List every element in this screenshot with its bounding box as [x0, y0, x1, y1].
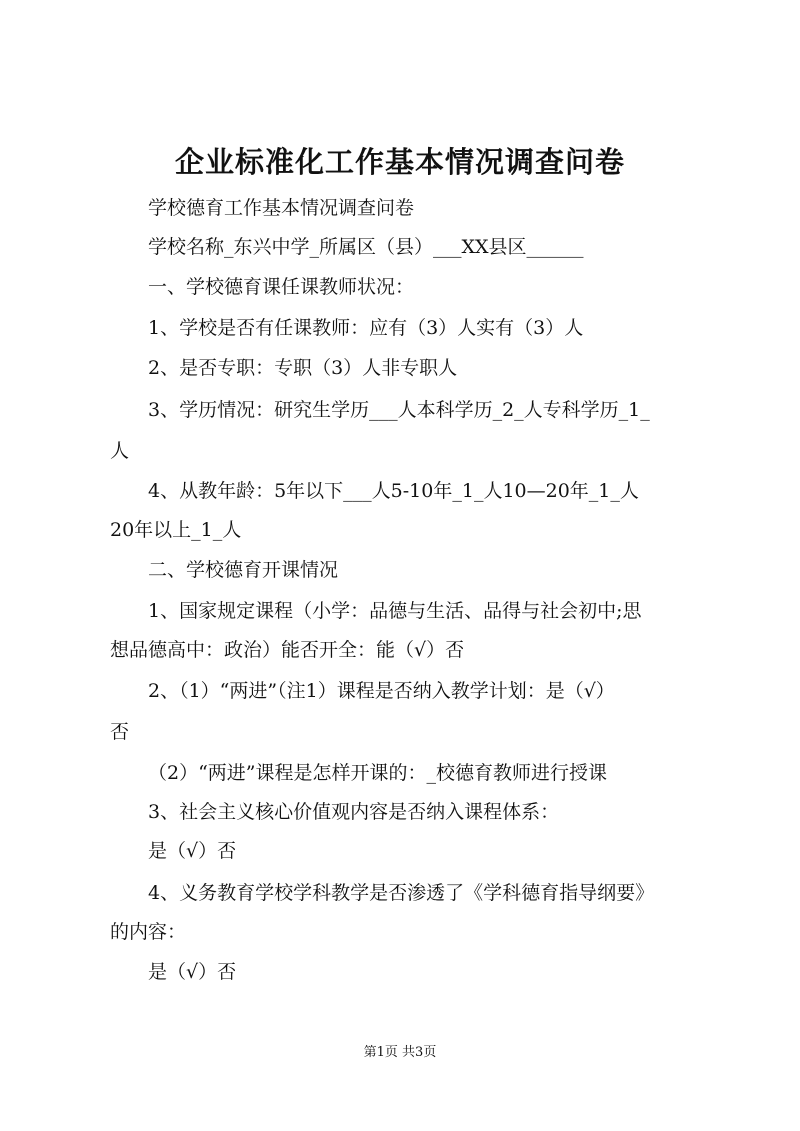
paragraph-line: 1、国家规定课程（小学：品德与生活、品得与社会初中;思 [148, 600, 642, 622]
page-footer: 第1页 共3页 [363, 1045, 437, 1060]
paragraph-line: 1、学校是否有任课教师：应有（3）人实有（3）人 [148, 317, 584, 339]
paragraph-line: 想品德高中：政治）能否开全：能（√）否 [110, 639, 465, 661]
paragraph-line: 一、学校德育课任课教师状况： [148, 276, 415, 298]
paragraph-line: 人 [110, 440, 130, 462]
paragraph-line: 的内容： [110, 921, 187, 943]
paragraph-line: 是（√）否 [148, 840, 237, 862]
paragraph-line: 是（√）否 [148, 961, 237, 983]
paragraph-line: 4、从教年龄：5年以下___人5-10年_1_人10—20年_1_人 [148, 480, 639, 502]
paragraph-line: 4、义务教育学校学科教学是否渗透了《学科德育指导纲要》 [148, 882, 655, 904]
paragraph-line: 否 [110, 721, 130, 743]
paragraph-line: 20年以上_1_人 [110, 519, 242, 541]
paragraph-line: 2、（1）“两进”（注1）课程是否纳入教学计划：是（√） [148, 680, 615, 702]
document-title: 企业标准化工作基本情况调查问卷 [174, 145, 625, 179]
paragraph-line: 3、社会主义核心价值观内容是否纳入课程体系： [148, 801, 560, 823]
paragraph-line: 学校德育工作基本情况调查问卷 [148, 197, 415, 219]
paragraph-line: 3、学历情况：研究生学历___人本科学历_2_人专科学历_1_ [148, 399, 650, 421]
section-heading: 二、学校德育开课情况 [148, 559, 339, 581]
paragraph-line: 学校名称_东兴中学_所属区（县）___XX县区______ [148, 236, 584, 258]
paragraph-line: （2）“两进”课程是怎样开课的：_校德育教师进行授课 [148, 762, 608, 784]
paragraph-line: 2、是否专职：专职（3）人非专职人 [148, 357, 458, 379]
